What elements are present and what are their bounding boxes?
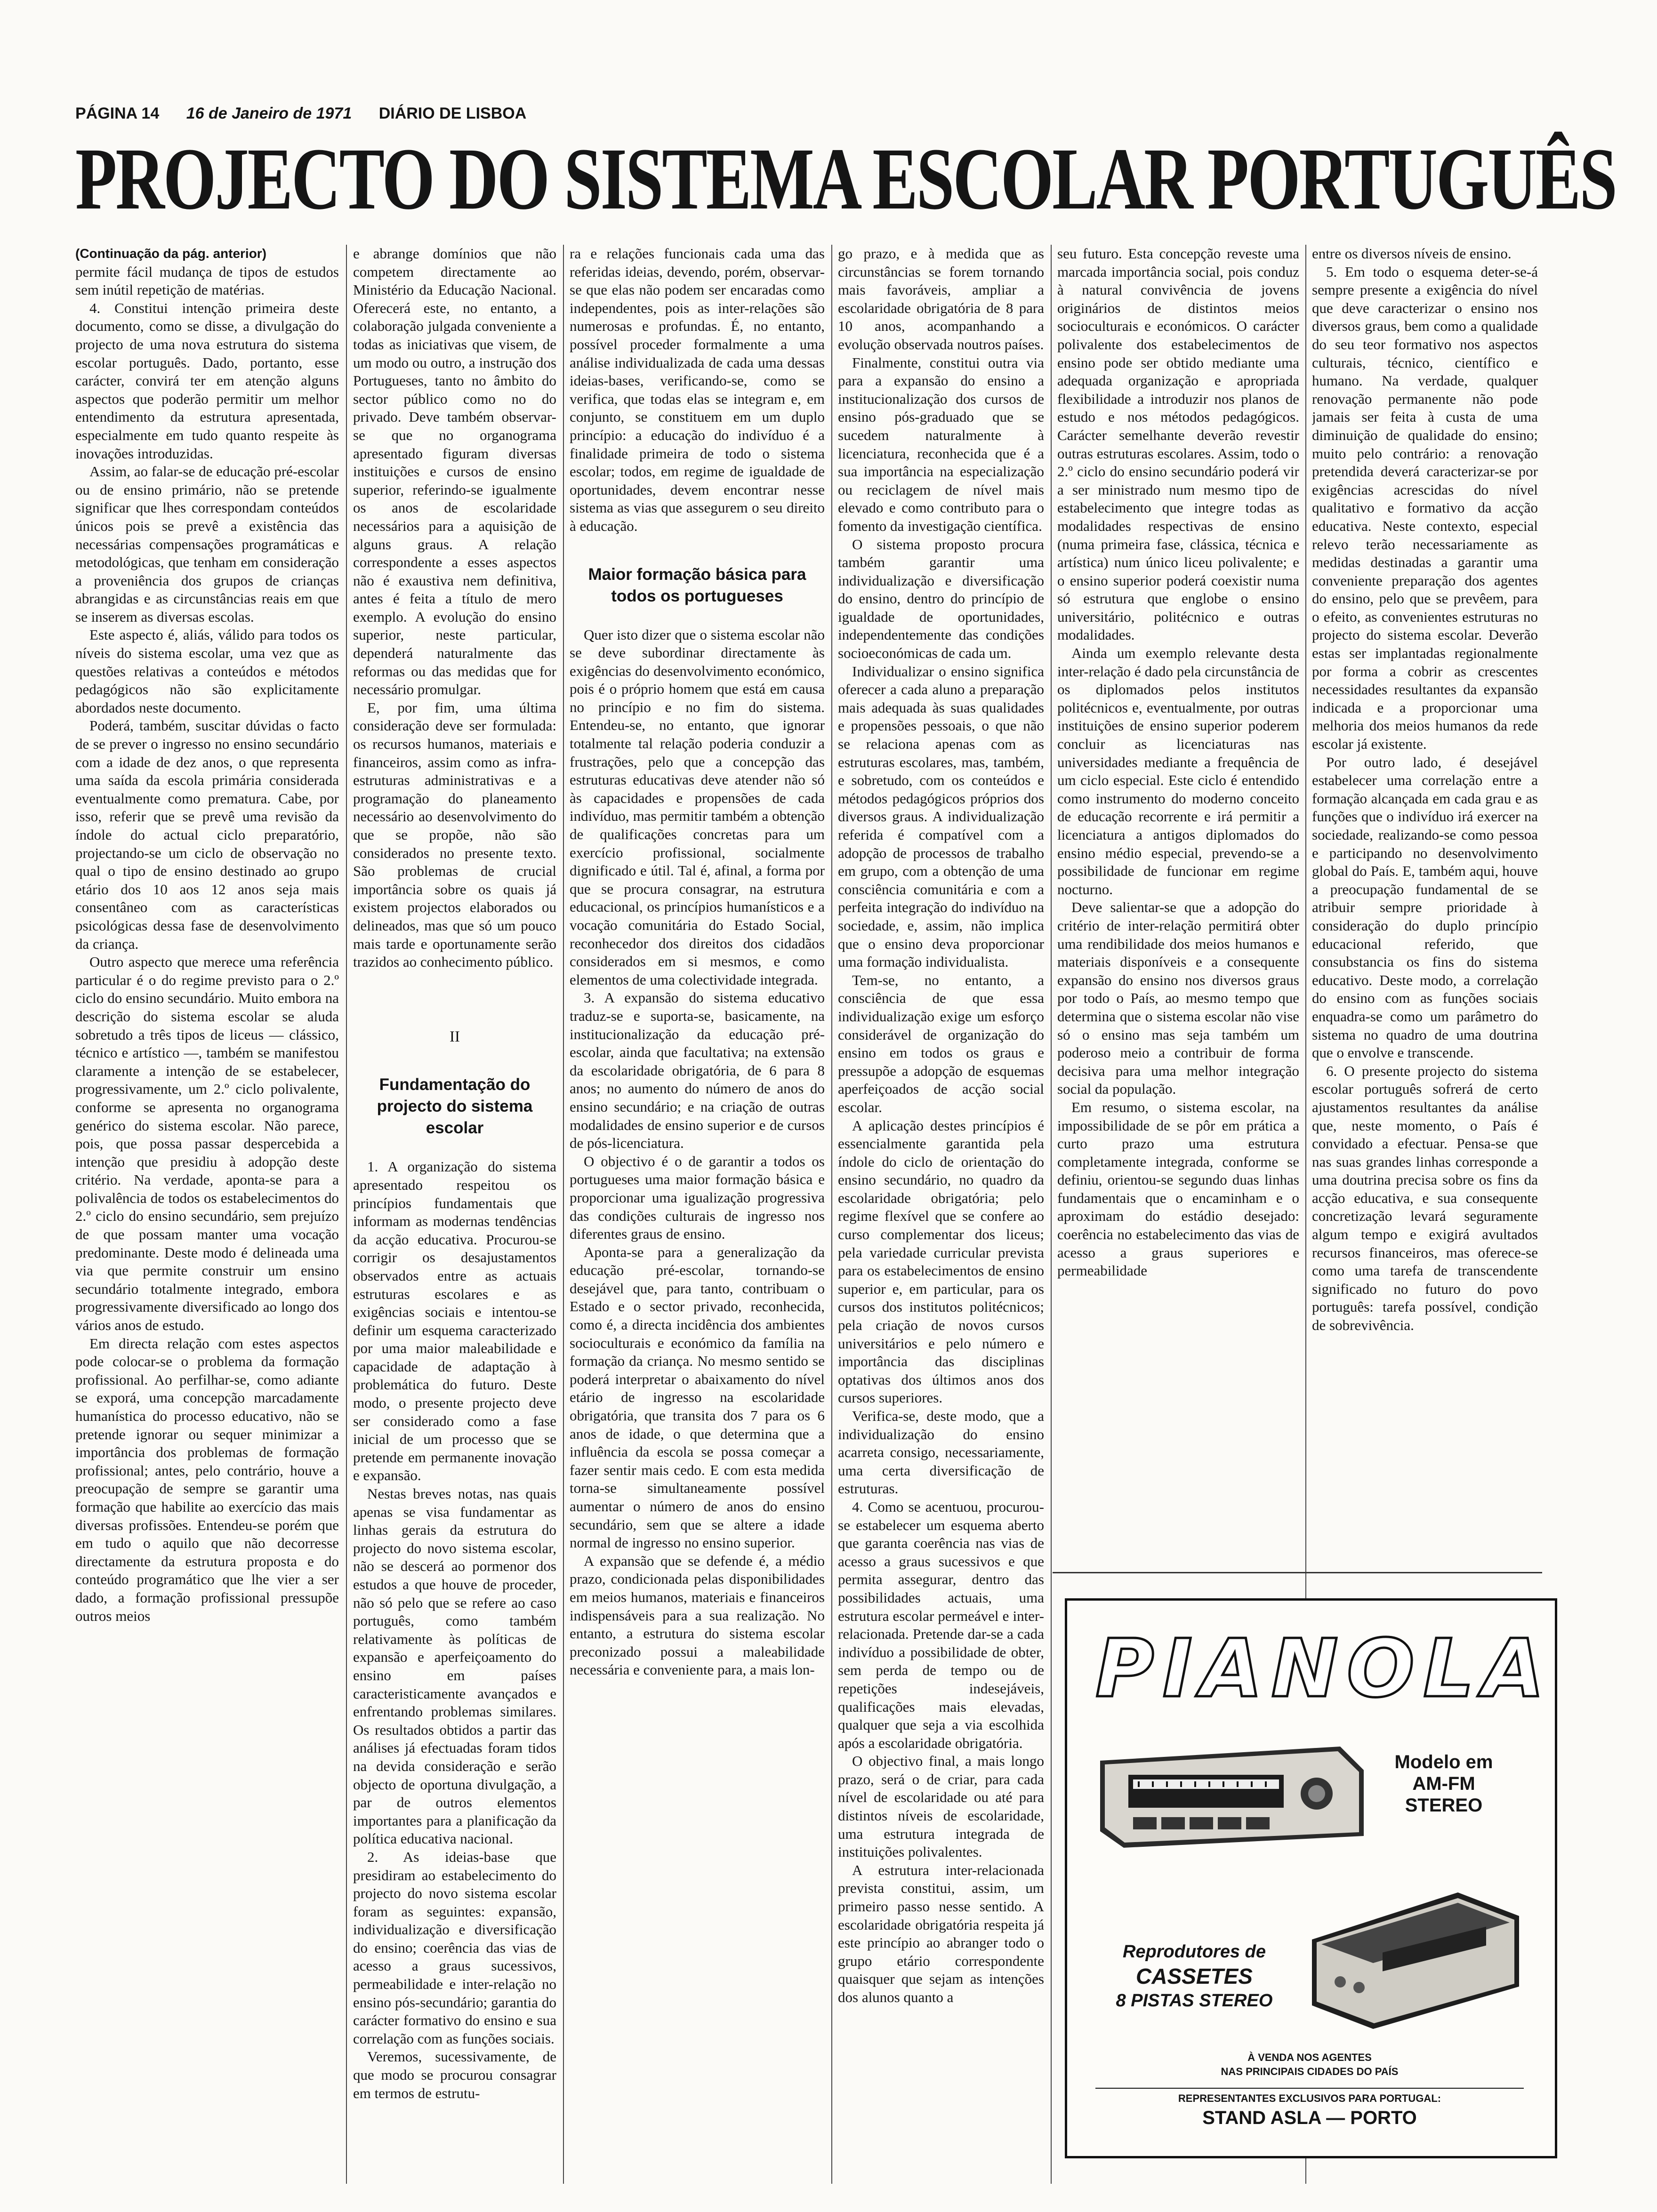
ad-divider [1095,2088,1524,2089]
paragraph: Ainda um exemplo relevante desta inter-relação é dado pela circunstância de os diplomados pelos institutos politécnicos e, eventualmente, por outras instituições de ensino superior poderem concluir as licenciaturas nas universidades mediante a frequência de um ciclo especial. Este ciclo é entendido como instrumento do moderno conceito de educação recorrente e irá permitir a licenciatura a antigos diplomados do ensino médio especial, prevendo-se a possibilidade de funcionar em regime nocturno. [1057,645,1299,898]
paragraph: O sistema proposto procura também garantir uma individualização e diversificação do ensino, dentro do princípio de igualdade de oportunidades, independentemente das condições socioeconómicas de cada um. [838,536,1044,662]
page-number: PÁGINA 14 [75,104,160,122]
paragraph: Em resumo, o sistema escolar, na impossibilidade de se pôr em prática a curto prazo uma estrutura completamente integrada, conforme se definiu, orientou-se segundo duas linhas fundamentais que o encaminham e o aproximam do estádio desejado: coerência no estabelecimento das vias de acesso a graus superiores e permeabilidade [1057,1098,1299,1279]
paragraph: O objectivo é o de garantir a todos os portugueses uma maior formação básica e proporcionar uma igualização progressiva das condições culturais de ingresso nos diferentes graus de ensino. [570,1153,825,1242]
paragraph: A estrutura inter-relacionada prevista constitui, assim, um primeiro passo nesse sentido. A escolaridade obrigatória respeita já este princípio ao abranger todo o grupo etário correspondente quaisquer que sejam as intenções dos alunos quanto a [838,1861,1044,2005]
paragraph: Aponta-se para a generalização da educação pré-escolar, tornando-se desejável que, para tanto, contribuam o Estado e o sector privado, reconhecida, como é, a directa incidência dos ambientes socioculturais e económico da família na formação da criança. No mesmo sentido se poderá interpretar o abaixamento do nível etário de ingresso na escolaridade obrigatória, que transita dos 7 para os 6 anos de idade, o que determina que a influência da escola se possa começar a fazer sentir mais cedo. E com esta medida torna-se simultaneamente possível aumentar o número de anos do ensino secundário, sem que se altere a idade normal de ingresso no ensino superior. [570,1243,825,1551]
article-column-3 [570,245,825,2174]
column-rule [1051,245,1052,2184]
paragraph: 2. As ideias-base que presidiram ao estabelecimento do projecto do novo sistema escolar foram as seguintes: expansão, individualização e diversificação do ensino; coerência das vias de acesso a graus sucessivos, permeabilidade e inter-relação no ensino pós-secundário; garantia do carácter formativo do ensino e sua correlação com as funções sociais. [353,1848,556,2047]
paragraph: entre os diversos níveis de ensino. [1312,245,1512,262]
sale-line: À VENDA NOS AGENTES [1247,2052,1372,2063]
paragraph: Finalmente, constitui outra via para a expansão do ensino a institucionalização dos cursos de ensino pós-graduado que se sucedem naturalmente à licenciatura, reconhecida que é a sua importância na especialização ou reciclagem de nível mais elevado e como contributo para o fomento da investigação científica. [838,354,1044,534]
paragraph: Por outro lado, é desejável estabelecer uma correlação entre a formação alcançada em cada grau e as funções que o indivíduo irá exercer na sociedade, realizando-se como pessoa e participando no desenvolvimento global do País. E, também aqui, houve a preocupação fundamental de se atribuir sempre prioridade à consideração do duplo princípio educacional referido, que consubstancia os fins do sistema educativo. Deste modo, a correlação do ensino com as funções sociais enquadra-se como um parâmetro do sistema no quadro de uma doutrina que o envolve e transcende. [1312,753,1538,1061]
paragraph: Em directa relação com estes aspectos pode colocar-se o problema da formação profissional. Ao perfilhar-se, como adiante se exporá, uma concepção marcadamente humanística do processo educativo, não se pretende ignorar ou sequer minimizar a importância dos problemas de formação profissional; antes, pelo contrário, houve a preocupação de sempre se garantir uma formação que habilite ao exercício das mais diversas profissões. Entendeu-se porém que em tudo o aquilo que não decorresse directamente da estrutura proposta e do conteúdo programático que lhe vier a ser dado, a formação profissional pressupõe outros meios [75,1335,339,1624]
cassette-line: 8 PISTAS STEREO [1116,1991,1273,2011]
car-radio-illustration [1095,1742,1368,1850]
column-rule [563,245,564,2184]
paragraph: Individualizar o ensino significa oferecer a cada aluno a preparação mais adequada às suas qualidades e propensões pessoais, o que não se relaciona apenas com as estruturas escolares, mas, também, e sobretudo, com os conteúdos e métodos pedagógicos próprios dos diversos graus. A individualização referida é compatível com a adopção de processos de trabalho em grupo, com a obtenção de uma consciência comunitária e com a perfeita integração do indivíduo na sociedade, e, assim, não implica que o ensino deva proporcionar uma formação individualista. [838,663,1044,970]
paragraph: A expansão que se defende é, a médio prazo, condicionada pelas disponibilidades em meios humanos, materiais e financeiros indispensáveis para a sua realização. No entanto, a estrutura do sistema escolar preconizado possui a maleabilidade necessária e conveniente para, a mais lon- [570,1552,825,1678]
paragraph: Verifica-se, deste modo, que a individualização do ensino acarreta consigo, necessariamente, uma certa diversificação de estruturas. [838,1408,1044,1497]
sale-line: NAS PRINCIPAIS CIDADES DO PAÍS [1221,2066,1399,2077]
paragraph: 3. A expansão do sistema educativo traduz-se e suporta-se, basicamente, na institucionalização da educação pré-escolar, ainda que facultativa; na extensão da escolaridade obrigatória, de 6 para 8 anos; no aumento do número de anos do ensino secundário; e na criação de outras modalidades de ensino superior e de cursos de pós-licenciatura. [570,989,825,1152]
section-numeral: II [450,1028,460,1045]
page-header [75,104,1535,128]
paragraph: 4. Constitui intenção primeira deste documento, como se disse, a divulgação do projecto de uma nova estrutura do sistema escolar português. Dado, portanto, esse carácter, convirá ter em atenção alguns aspectos que poderão permitir um melhor entendimento da estrutura apresentada, especialmente em tudo quanto respeite às inovações introduzidas. [75,299,339,462]
article-column-1 [75,245,339,2174]
paragraph: 6. O presente projecto do sistema escolar português sofrerá de certo ajustamentos resultantes da análise que, neste momento, o País é convidado a efectuar. Pensa-se que nas suas grandes linhas corresponde a uma doutrina precisa sobre os fins da acção educativa, e sua consequente concretização levará seguramente algum tempo e exigirá avultados recursos financeiros, mas oferece-se como uma tarefa de transcendente significado no futuro do povo português: tarefa possível, condição de sobrevivência. [1312,1062,1538,1334]
paragraph: Tem-se, no entanto, a consciência de que essa individualização exige um esforço considerável de organização do ensino em todos os graus e pressupõe a adopção de esquemas aperfeiçoados de acção social escolar. [838,971,1044,1115]
model-line: Modelo em [1394,1752,1493,1772]
model-text [1368,1751,1519,1816]
cassette-player-illustration [1303,1883,1528,2034]
article-column-6 [1312,245,1538,1558]
brand-logo: PIANOLA [1095,1622,1553,1715]
paragraph: 1. A organização do sistema apresentado respeitou os princípios fundamentais que informam as modernas tendências da acção educativa. Procurou-se corrigir os desajustamentos observados entre as actuais estruturas escolares e as exigências sociais e intentou-se definir um esquema caracterizado por uma maior maleabilidade e capacidade de adaptação à problemática do futuro. Deste modo, o presente projecto deve ser considerado como a fase inicial de um processo que se pretende em permanente inovação e expansão. [353,1158,556,1484]
paragraph: permite fácil mudança de tipos de estudos sem inútil repetição de matérias. [75,263,339,298]
issue-date: 16 de Janeiro de 1971 [186,104,352,122]
article-title: PROJECTO DO SISTEMA ESCOLAR PORTUGUÊS [75,129,1616,228]
sale-text [1086,2051,1533,2079]
paragraph: 5. Em todo o esquema deter-se-á sempre presente a exigência do nível que deve caracterizar o ensino nos diversos graus, bem como a qualidade do seu teor formativo nos aspectos culturais, técnico, científico e humano. Na verdade, qualquer renovação permanente não pode jamais ser feita à custa de uma diminuição de qualidade do ensino; muito pelo contrário: a renovação pretendida deverá caracterizar-se por exigências acrescidas do nível qualitativo e formativo da acção educativa. Neste contexto, especial relevo terão necessariamente as medidas destinadas a garantir uma conveniente preparação dos agentes do ensino, pelo que se prevêem, para o efeito, as convenientes estruturas no projecto do sistema escolar. Deverão estas ser implantadas regionalmente por forma a cobrir as crescentes necessidades resultantes da expansão indicada e a proporcionar uma melhoria dos meios humanos da rede escolar já existente. [1312,263,1538,753]
paragraph: Outro aspecto que merece uma referência particular é o do regime previsto para o 2.º ciclo do ensino secundário. Muito embora na descrição do sistema escolar se aluda sobretudo a três tipos de liceus — clássico, técnico e artístico —, também se manifestou claramente a intenção de se estabelecer, progressivamente, um 2.º ciclo polivalente, conforme se apresenta no organograma genérico do sistema escolar. Não parece, pois, que possa passar despercebida a intenção que presidiu à adopção deste critério. Na verdade, aponta-se para a polivalência de todos os estabelecimentos do 2.º ciclo do ensino secundário, sem prejuízo de que possam manter uma vocação predominante. Deste modo é delineada uma via que permite construir um ensino secundário totalmente integrado, embora progressivamente diversificado ao longo dos vários anos de estudo. [75,954,339,1334]
paragraph: 4. Como se acentuou, procurou-se estabelecer um esquema aberto que garanta coerência nas vias de acesso a graus sucessivos e que permita assegurar, dentro das possibilidades actuais, uma estrutura escolar permeável e inter-relacionada. Pretende dar-se a cada indivíduo a possibilidade de obter, sem perda de tempo ou de repetições indesejáveis, qualificações mais elevadas, qualquer que seja a via escolhida após a escolaridade obrigatória. [838,1498,1044,1751]
paragraph: seu futuro. Esta concepção reveste uma marcada importância social, pois conduz à natural convivência de jovens originários de distintos meios socioculturais e económicos. O carácter polivalente dos estabelecimentos de ensino pode ser obtido mediante uma adequada organização e apropriada flexibilidade a introduzir nos planos de estudo e nos métodos pedagógicos. Carácter semelhante deverão revestir outras estruturas escolares. Assim, todo o 2.º ciclo do ensino secundário poderá vir a ser ministrado num mesmo tipo de estabelecimento que integre todas as modalidades respectivas de ensino (numa primeira fase, clássica, técnica e artística) num único liceu polivalente; e o ensino superior poderá coexistir numa só estrutura que englobe o ensino universitário, politécnico e outras modalidades. [1057,245,1299,643]
paragraph: Este aspecto é, aliás, válido para todos os níveis do sistema escolar, uma vez que as questões relativas a conteúdos e métodos pedagógicos não são explicitamente abordados neste documento. [75,626,339,716]
paragraph: ra e relações funcionais cada uma das referidas ideias, devendo, porém, observar-se que elas não podem ser encaradas como independentes, pois as inter-relações são numerosas e profundas. É, no entanto, possível proceder formalmente a uma análise individualizada de cada uma dessas ideias-bases, verificando-se, como se verifica, que todas elas se integram e, em conjunto, se constituem em um duplo princípio: a educação do indivíduo é a finalidade primeira de todo o sistema escolar; todos, em regime de igualdade de oportunidades, devem encontrar nesse sistema as vias que assegurem o seu direito à educação. [570,245,825,534]
agent-text [1086,2092,1533,2129]
paragraph: Assim, ao falar-se de educação pré-escolar ou de ensino primário, não se pretende significar que lhes correspondam conteúdos únicos pois se prevê a existência das necessárias compensações programáticas e metodológicas, que tenham em consideração a proveniência dos grupos de crianças abrangidas e as circunstâncias reais em que se inserem as diversas escolas. [75,463,339,625]
agent-line: REPRESENTANTES EXCLUSIVOS PARA PORTUGAL: [1178,2092,1441,2104]
continuation-note: (Continuação da pág. anterior) [75,246,267,261]
paragraph: Veremos, sucessivamente, de que modo se procurou consagrar em termos de estrutu- [353,2048,556,2101]
newspaper-name: DIÁRIO DE LISBOA [378,104,527,122]
paragraph: go prazo, e à medida que as circunstâncias se forem tornando mais favoráveis, ampliar a escolaridade obrigatória de 8 para 10 anos, acompanhando a evolução observada noutros países. [838,245,1044,353]
article-column-4 [838,245,1044,2174]
cassette-text [1095,1940,1293,2013]
ad-top-rule [1053,1572,1542,1573]
pianola-advertisement [1065,1598,1557,2158]
agent-name: STAND ASLA — PORTO [1202,2108,1417,2128]
paragraph: Deve salientar-se que a adopção do critério de inter-relação permitirá obter uma rendibilidade dos meios humanos e materiais disponíveis e a consequente expansão do ensino nos diversos graus por todo o País, ao mesmo tempo que determina que o sistema escolar não vise só o ensino mas seja também um poderoso meio a contribuir de forma decisiva para uma melhor integração social da população. [1057,899,1299,1098]
paragraph: E, por fim, uma última consideração deve ser formulada: os recursos humanos, materiais e financeiros, assim como as infra-estruturas administrativas e a programação do planeamento necessário ao desenvolvimento do que se propõe, não são considerados no presente texto. São problemas de crucial importância sobre os quais já existem projectos elaborados ou delineados, mas que só um pouco mais tarde e oportunamente serão trazidos ao conhecimento público. [353,699,556,970]
paragraph: Quer isto dizer que o sistema escolar não se deve subordinar directamente às exigências do desenvolvimento económico, pois é o próprio homem que está em causa no princípio e no fim do sistema. Entendeu-se, no entanto, que ignorar totalmente tal relação poderia conduzir a frustrações, pelo que a concepção das estruturas educativas deve atender não só às capacidades e propensões de cada indivíduo, mas permitir também a obtenção de qualificações concretas para um exercício profissional, socialmente dignificado e útil. Tal é, afinal, a forma por que se procura consagrar, na estrutura educacional, os princípios humanísticos e a vocação comunitária do Estado Social, reconhecedor dos direitos dos cidadãos considerados em si mesmos, e como elementos de uma colectividade integrada. [570,626,825,988]
article-column-2 [353,245,556,2174]
paragraph: Nestas breves notas, nas quais apenas se visa fundamentar as linhas gerais da estrutura do projecto do novo sistema escolar, não se descerá ao pormenor dos estudos a que houve de proceder, não só pelo que se refere ao caso português, como também relativamente às políticas de expansão e aperfeiçoamento do ensino em países caracteristicamente avançados e enfrentando problemas similares. Os resultados obtidos a partir das análises já efectuadas foram tidos na devida consideração e serão objecto de oportuna divulgação, a par de outros elementos importantes para a planificação da política educativa nacional. [353,1485,556,1847]
paragraph: O objectivo final, a mais longo prazo, será o de criar, para cada nível de escolaridade ou até para distintos níveis de escolaridade, uma estrutura integrada de instituições polivalentes. [838,1753,1044,1860]
section-heading: Maior formação básica para todos os portugueses [588,565,806,605]
column-rule [346,245,347,2184]
cassette-line: CASSETES [1136,1964,1253,1988]
paragraph: A aplicação destes princípios é essencialmente garantida pela índole do ciclo de orientação do ensino secundário, no quadro da escolaridade obrigatória; pelo regime flexível que se confere ao curso complementar dos liceus; pela variedade curricular prevista para os estabelecimentos de ensino superior e, em particular, para os cursos dos institutos politécnicos; pela criação de novos cursos universitários e pelo número e importância das disciplinas optativas dos últimos anos dos cursos superiores. [838,1117,1044,1406]
paragraph: e abrange domínios que não competem directamente ao Ministério da Educação Nacional. Oferecerá este, no entanto, a colaboração julgada conveniente a todas as iniciativas que visem, de um modo ou outro, a instrução dos Portugueses, tanto no âmbito do sector público como no do privado. Deve também observar-se que no organograma apresentado figuram diversas instituições e cursos de ensino superior, referindo-se igualmente os anos de escolaridade necessários para a aquisição de alguns graus. A relação correspondente a esses aspectos não é exaustiva nem definitiva, antes é feita a título de mero exemplo. A evolução do ensino superior, neste particular, dependerá naturalmente das reformas ou das medidas que for necessário promulgar. [353,245,556,698]
model-line: AM-FM [1412,1773,1475,1794]
column-rule [831,245,832,2184]
paragraph: Poderá, também, suscitar dúvidas o facto de se prever o ingresso no ensino secundário com a idade de dez anos, o que representa uma saída da escola primária considerada eventualmente como prematura. Cabe, por isso, referir que se prevê uma revisão da índole do actual ciclo preparatório, projectando-se um ciclo de observação no qual o tipo de ensino destinado ao grupo etário dos 10 aos 12 anos seja mais consentâneo com as características psicológicas dessa fase de desenvolvimento da criança. [75,717,339,952]
model-line: STEREO [1405,1795,1483,1816]
section-heading: Fundamentação do projecto do sistema escolar [377,1075,533,1138]
cassette-line: Reprodutores de [1122,1942,1266,1962]
article-column-5 [1057,245,1299,1558]
